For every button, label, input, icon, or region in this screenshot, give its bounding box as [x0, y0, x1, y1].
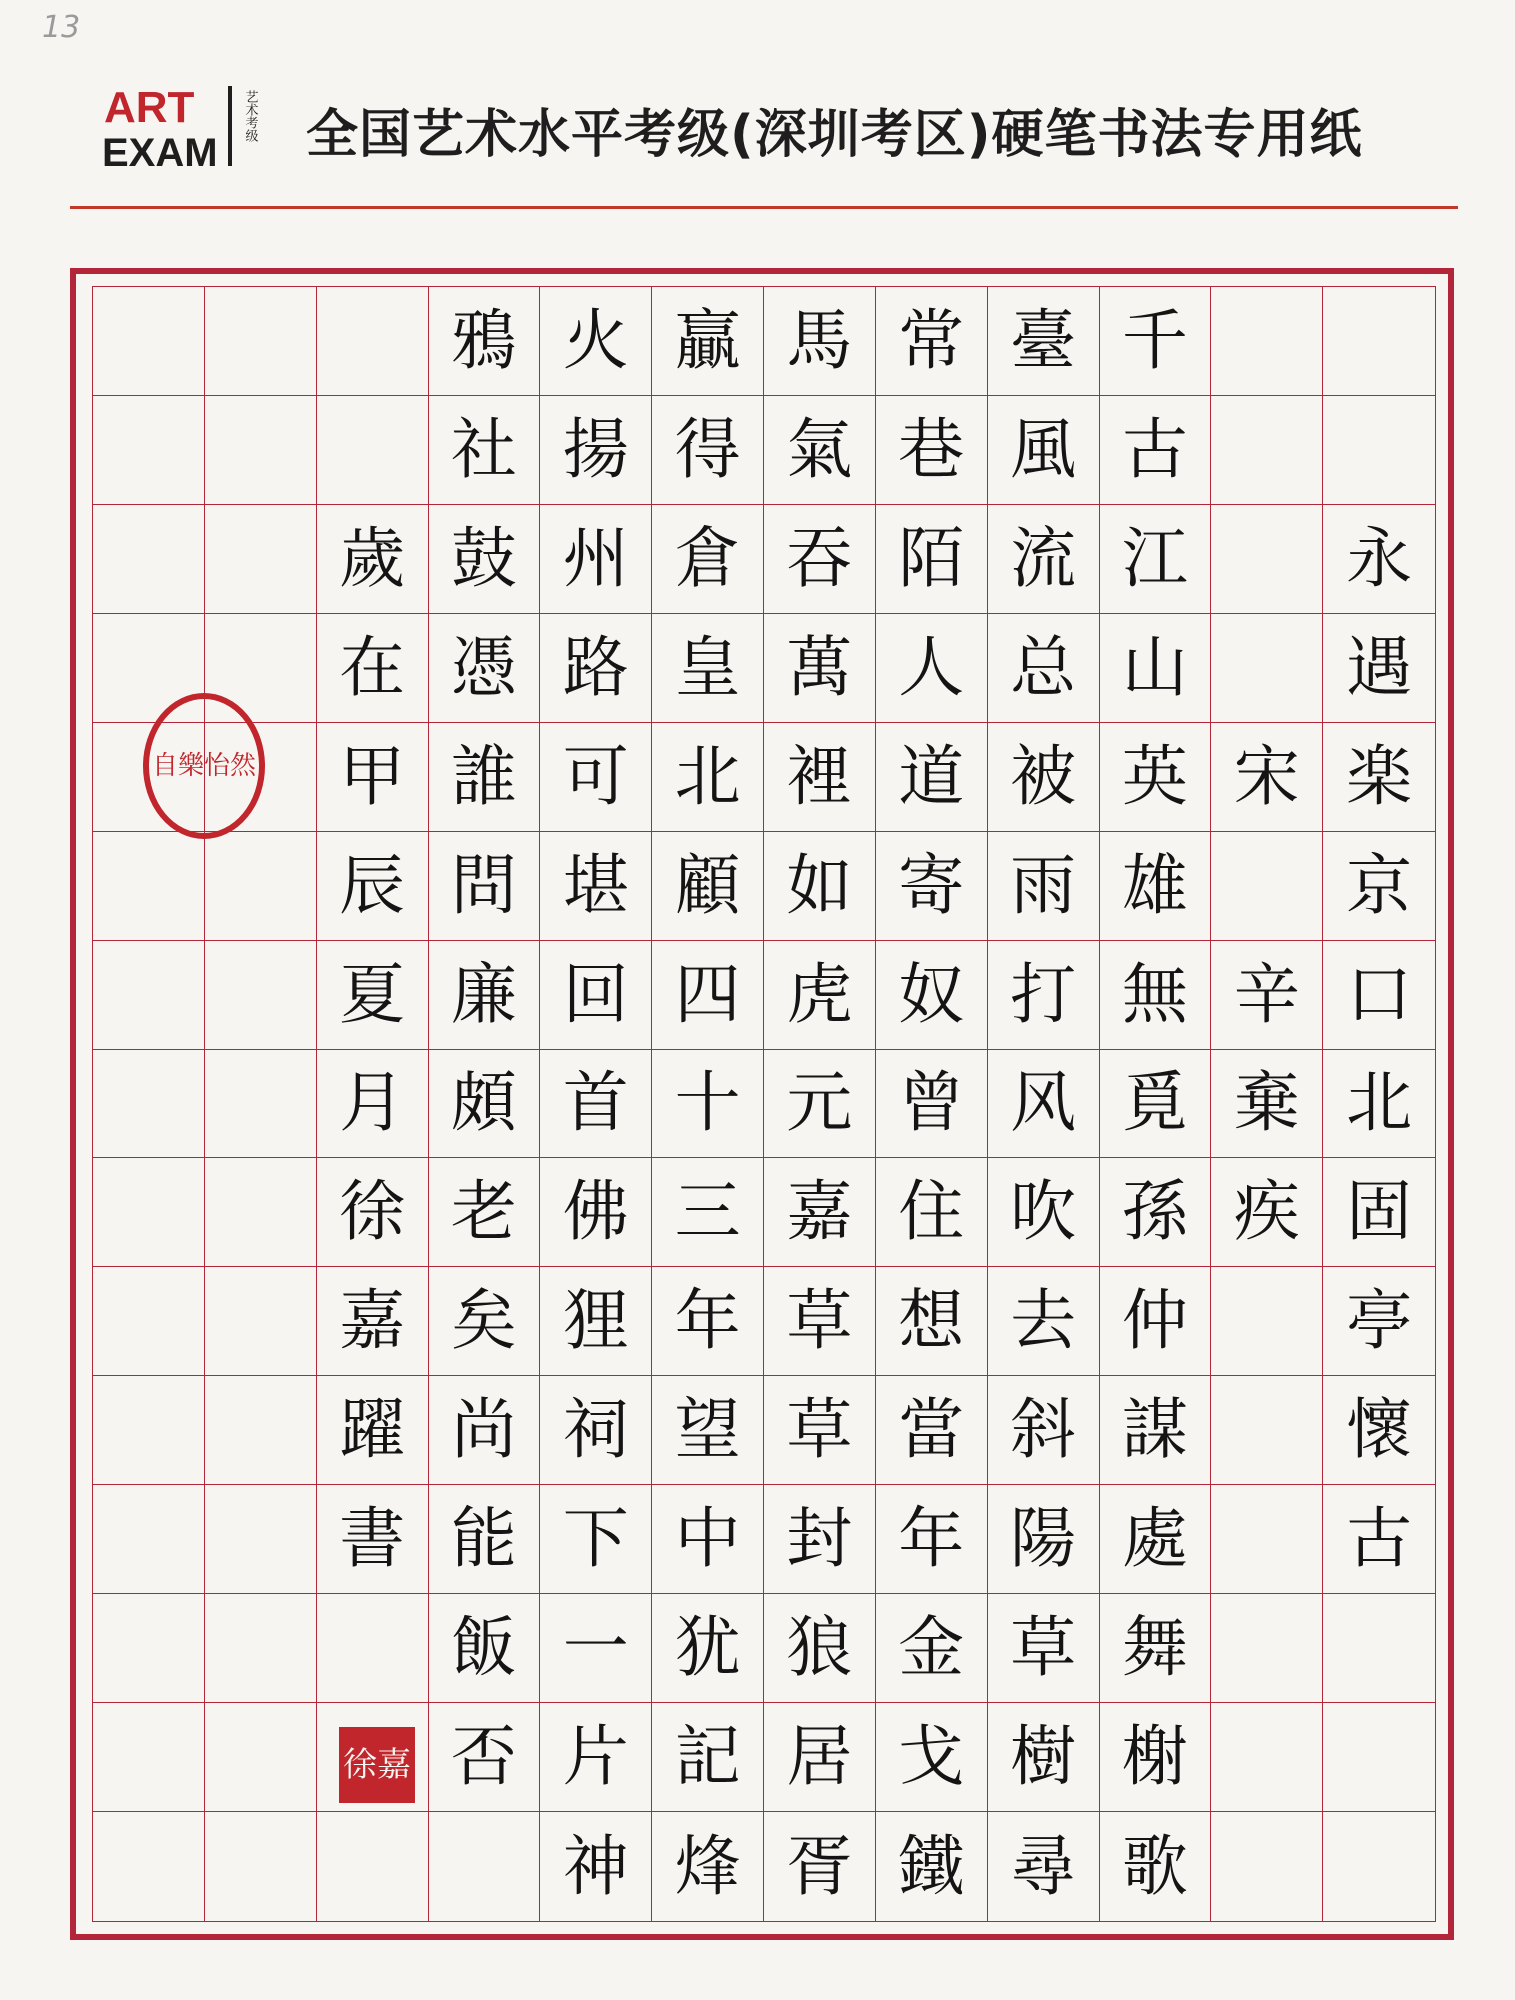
grid-cell: 榭 — [1100, 1703, 1212, 1812]
logo-side-text: 艺术考级 — [242, 90, 258, 142]
grid-cell — [205, 1050, 317, 1159]
grid-cell: 月 — [317, 1050, 429, 1159]
grid-cell: 社 — [429, 396, 541, 505]
grid-cell — [93, 1703, 205, 1812]
page-title: 全国艺术水平考级(深圳考区)硬笔书法专用纸 — [306, 105, 1363, 165]
grid-cell — [93, 1376, 205, 1485]
grid-cell: 舞 — [1100, 1594, 1212, 1703]
grid-cell: 永 — [1323, 505, 1435, 614]
grid-cell: 當 — [876, 1376, 988, 1485]
grid-cell — [1211, 1376, 1323, 1485]
grid-cell: 首 — [540, 1050, 652, 1159]
grid-cell: 被 — [988, 723, 1100, 832]
grid-cell: 中 — [652, 1485, 764, 1594]
grid-cell — [205, 1376, 317, 1485]
grid-cell: 在 — [317, 614, 429, 723]
grid-cell: 京 — [1323, 832, 1435, 941]
grid-cell — [205, 1485, 317, 1594]
grid-cell: 道 — [876, 723, 988, 832]
grid-cell — [93, 1812, 205, 1921]
grid-cell: 一 — [540, 1594, 652, 1703]
calligraphy-grid — [92, 286, 1436, 1922]
grid-cell: 烽 — [652, 1812, 764, 1921]
grid-cell: 仲 — [1100, 1267, 1212, 1376]
grid-cell — [93, 941, 205, 1050]
grid-cell: 佛 — [540, 1158, 652, 1267]
grid-cell: 揚 — [540, 396, 652, 505]
grid-cell: 馬 — [764, 287, 876, 396]
grid-cell — [1211, 614, 1323, 723]
grid-cell — [205, 505, 317, 614]
grid-cell: 胥 — [764, 1812, 876, 1921]
grid-cell — [1211, 396, 1323, 505]
grid-cell: 徐 — [317, 1158, 429, 1267]
grid-cell: 疾 — [1211, 1158, 1323, 1267]
grid-cell: 躍 — [317, 1376, 429, 1485]
grid-cell: 陌 — [876, 505, 988, 614]
grid-cell: 元 — [764, 1050, 876, 1159]
grid-cell: 固 — [1323, 1158, 1435, 1267]
grid-cell: 皇 — [652, 614, 764, 723]
grid-cell — [1323, 1703, 1435, 1812]
grid-cell — [205, 941, 317, 1050]
grid-cell: 辰 — [317, 832, 429, 941]
grid-cell: 州 — [540, 505, 652, 614]
grid-cell: 棄 — [1211, 1050, 1323, 1159]
grid-cell: 吞 — [764, 505, 876, 614]
grid-cell: 贏 — [652, 287, 764, 396]
grid-cell — [93, 832, 205, 941]
grid-cell: 古 — [1100, 396, 1212, 505]
title-rule — [70, 206, 1458, 209]
grid-cell: 鴉 — [429, 287, 541, 396]
grid-cell: 巷 — [876, 396, 988, 505]
grid-cell: 口 — [1323, 941, 1435, 1050]
grid-cell: 祠 — [540, 1376, 652, 1485]
grid-cell — [1211, 1703, 1323, 1812]
grid-cell — [205, 396, 317, 505]
grid-cell — [205, 832, 317, 941]
grid-cell: 氣 — [764, 396, 876, 505]
grid-cell — [93, 287, 205, 396]
grid-cell: 宋 — [1211, 723, 1323, 832]
grid-cell: 狸 — [540, 1267, 652, 1376]
grid-cell: 四 — [652, 941, 764, 1050]
grid-cell — [93, 1267, 205, 1376]
grid-cell: 處 — [1100, 1485, 1212, 1594]
grid-cell — [1211, 1485, 1323, 1594]
grid-cell — [93, 1050, 205, 1159]
grid-cell: 廉 — [429, 941, 541, 1050]
grid-cell: 金 — [876, 1594, 988, 1703]
grid-cell: 老 — [429, 1158, 541, 1267]
grid-cell: 英 — [1100, 723, 1212, 832]
grid-cell: 謀 — [1100, 1376, 1212, 1485]
grid-cell: 尚 — [429, 1376, 541, 1485]
grid-cell: 歌 — [1100, 1812, 1212, 1921]
grid-cell — [205, 1158, 317, 1267]
grid-cell: 如 — [764, 832, 876, 941]
grid-cell: 山 — [1100, 614, 1212, 723]
grid-cell — [205, 1812, 317, 1921]
oval-seal-text: 自樂怡然 — [151, 751, 257, 781]
grid-cell: 矣 — [429, 1267, 541, 1376]
grid-cell — [93, 505, 205, 614]
grid-cell: 年 — [876, 1485, 988, 1594]
grid-cell — [317, 1812, 429, 1921]
grid-cell: 曾 — [876, 1050, 988, 1159]
grid-cell: 戈 — [876, 1703, 988, 1812]
grid-cell — [1323, 1812, 1435, 1921]
grid-cell — [1211, 832, 1323, 941]
grid-cell: 頗 — [429, 1050, 541, 1159]
grid-cell: 住 — [876, 1158, 988, 1267]
grid-cell: 否 — [429, 1703, 541, 1812]
logo-line2: EXAM — [102, 131, 218, 172]
grid-cell: 北 — [652, 723, 764, 832]
grid-cell: 遇 — [1323, 614, 1435, 723]
grid-cell: 飯 — [429, 1594, 541, 1703]
grid-cell: 风 — [988, 1050, 1100, 1159]
grid-cell: 望 — [652, 1376, 764, 1485]
grid-cell: 鼓 — [429, 505, 541, 614]
grid-cell: 居 — [764, 1703, 876, 1812]
grid-cell: 鐵 — [876, 1812, 988, 1921]
grid-cell: 可 — [540, 723, 652, 832]
grid-cell: 年 — [652, 1267, 764, 1376]
grid-cell: 吹 — [988, 1158, 1100, 1267]
grid-cell: 書 — [317, 1485, 429, 1594]
grid-cell — [1211, 287, 1323, 396]
grid-cell: 去 — [988, 1267, 1100, 1376]
grid-cell — [205, 1703, 317, 1812]
grid-cell: 犹 — [652, 1594, 764, 1703]
grid-cell: 斜 — [988, 1376, 1100, 1485]
grid-cell: 江 — [1100, 505, 1212, 614]
grid-cell: 樹 — [988, 1703, 1100, 1812]
grid-cell: 三 — [652, 1158, 764, 1267]
grid-cell: 孫 — [1100, 1158, 1212, 1267]
name-seal — [336, 1724, 418, 1806]
grid-cell: 辛 — [1211, 941, 1323, 1050]
grid-cell: 得 — [652, 396, 764, 505]
grid-cell: 無 — [1100, 941, 1212, 1050]
grid-cell: 草 — [764, 1376, 876, 1485]
grid-cell: 想 — [876, 1267, 988, 1376]
grid-cell: 狼 — [764, 1594, 876, 1703]
grid-cell: 歲 — [317, 505, 429, 614]
grid-cell: 裡 — [764, 723, 876, 832]
grid-cell — [317, 1594, 429, 1703]
grid-cell: 覓 — [1100, 1050, 1212, 1159]
grid-cell: 回 — [540, 941, 652, 1050]
grid-cell: 雨 — [988, 832, 1100, 941]
grid-cell: 寄 — [876, 832, 988, 941]
grid-cell — [1211, 1812, 1323, 1921]
grid-cell: 堪 — [540, 832, 652, 941]
grid-cell: 千 — [1100, 287, 1212, 396]
grid-cell — [93, 396, 205, 505]
grid-cell — [1211, 1267, 1323, 1376]
grid-cell: 陽 — [988, 1485, 1100, 1594]
grid-cell: 能 — [429, 1485, 541, 1594]
grid-cell: 憑 — [429, 614, 541, 723]
grid-cell: 倉 — [652, 505, 764, 614]
art-exam-logo — [102, 82, 268, 172]
grid-cell: 北 — [1323, 1050, 1435, 1159]
grid-cell: 封 — [764, 1485, 876, 1594]
grid-cell: 流 — [988, 505, 1100, 614]
grid-cell — [93, 1594, 205, 1703]
grid-cell: 懷 — [1323, 1376, 1435, 1485]
grid-cell — [1211, 505, 1323, 614]
grid-cell: 人 — [876, 614, 988, 723]
grid-cell: 虎 — [764, 941, 876, 1050]
grid-cell: 誰 — [429, 723, 541, 832]
grid-cell: 亭 — [1323, 1267, 1435, 1376]
grid-cell — [1211, 1594, 1323, 1703]
grid-cell: 萬 — [764, 614, 876, 723]
grid-cell: 下 — [540, 1485, 652, 1594]
grid-cell: 風 — [988, 396, 1100, 505]
grid-cell: 臺 — [988, 287, 1100, 396]
grid-cell — [205, 1594, 317, 1703]
grid-cell: 打 — [988, 941, 1100, 1050]
page-number-note: 13 — [42, 10, 81, 45]
grid-cell: 尋 — [988, 1812, 1100, 1921]
grid-cell: 片 — [540, 1703, 652, 1812]
grid-cell — [1323, 1594, 1435, 1703]
grid-cell: 古 — [1323, 1485, 1435, 1594]
grid-cell: 顧 — [652, 832, 764, 941]
grid-cell: 問 — [429, 832, 541, 941]
grid-cell: 神 — [540, 1812, 652, 1921]
grid-cell: 草 — [764, 1267, 876, 1376]
grid-cell — [429, 1812, 541, 1921]
grid-cell: 草 — [988, 1594, 1100, 1703]
name-seal-text: 徐嘉 — [343, 1745, 411, 1785]
grid-cell: 十 — [652, 1050, 764, 1159]
grid-cell: 夏 — [317, 941, 429, 1050]
grid-cell — [1323, 287, 1435, 396]
grid-cell — [317, 287, 429, 396]
oval-seal — [140, 690, 268, 842]
grid-cell: 路 — [540, 614, 652, 723]
grid-cell: 嘉 — [764, 1158, 876, 1267]
grid-cell: 嘉 — [317, 1267, 429, 1376]
grid-cell: 奴 — [876, 941, 988, 1050]
grid-cell — [93, 1158, 205, 1267]
grid-cell: 甲 — [317, 723, 429, 832]
grid-cell — [1323, 396, 1435, 505]
grid-cell: 总 — [988, 614, 1100, 723]
grid-cell: 雄 — [1100, 832, 1212, 941]
grid-cell — [317, 396, 429, 505]
grid-cell: 記 — [652, 1703, 764, 1812]
grid-cell: 楽 — [1323, 723, 1435, 832]
grid-cell: 火 — [540, 287, 652, 396]
logo-line1: ART — [104, 83, 195, 132]
grid-cell — [93, 1485, 205, 1594]
grid-cell — [205, 287, 317, 396]
grid-cell — [205, 1267, 317, 1376]
grid-cell: 常 — [876, 287, 988, 396]
